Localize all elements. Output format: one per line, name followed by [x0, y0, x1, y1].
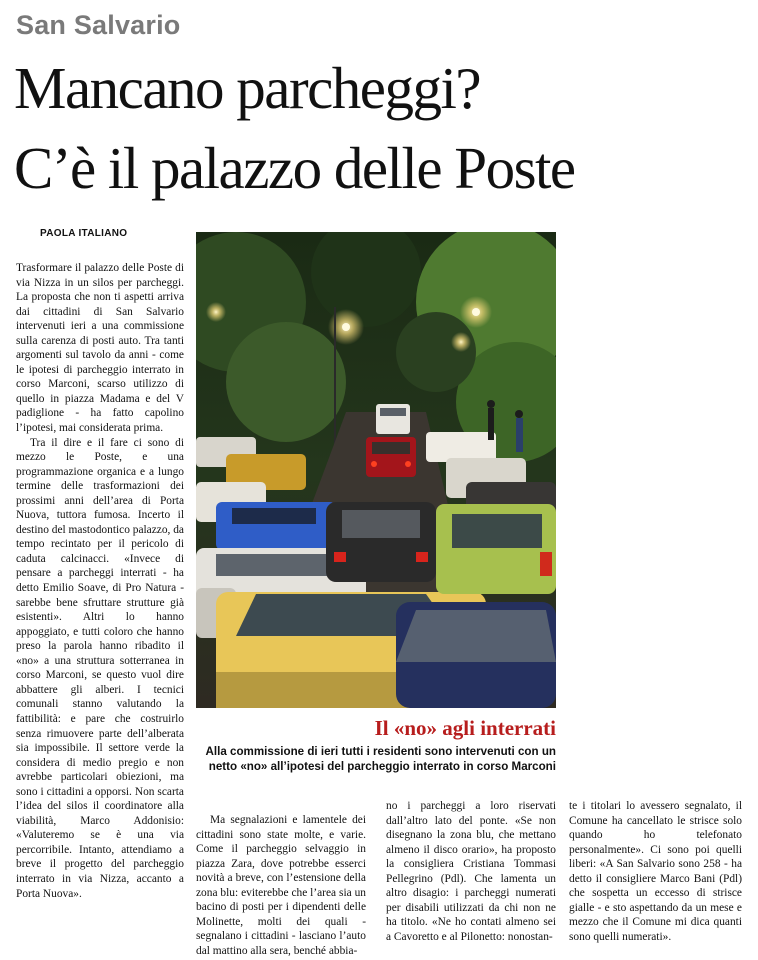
- byline: PAOLA ITALIANO: [40, 228, 128, 239]
- paragraph: Tra il dire e il fare ci sono di mezzo le Poste, e una programmazione organica e a lungo termine delle trasformazioni dei prossimi anni dell’area di Porta Nuova, tuttora fumosa. Incerto il destino del mastodontico palazzo, da tempo recintato per il pericolo di caduta calcinacci. «Invece di pensare a parcheggi interrati - ha detto Emilio Soave, di Pro Natura - sarebbe bene sfruttare strutture già esistenti». Altri lo hanno appoggiato, e tutti coloro che hanno preso la parola hanno ribadito il «no» a una struttura sotterranea in corso Marconi, se questo vuol dire abbattere gli alberi. I tecnici comunali stanno valutando la fattibilità: e pare che costruirlo senza rimuovere parte dell’alberata sia impossibile. Il settore verde la considera di medio pregio e non avrebbe particolari obiezioni, ma sono i cittadini a opporsi. Non scarta l’idea del silos il coordinatore alla viabilità, Marco Addonisio: «Valuteremo se è una via percorribile. Intanto, attendiamo a breve il progetto del parcheggio interrato in via Nizza, accanto a Porta Nuova».: [16, 436, 184, 900]
- photo-caption-title: Il «no» agli interrati: [374, 716, 556, 740]
- photo-illustration: [196, 232, 556, 708]
- article-column-3: [386, 799, 556, 944]
- headline-line-2: C’è il palazzo delle Poste: [14, 135, 575, 201]
- tree: [226, 322, 346, 442]
- paragraph: te i titolari lo avessero segnalato, il Comune ha cancellato le strisce solo quando ho telefonato personalmente». Ci sono poi quelli liberi: «A San Salvario sono 258 - ha detto il consigliere Marco Bani (Pdl) che sospetta un eccesso di strisce gialle - e sto aspettando da un mese e mezzo che il Comune mi dica quanti sono quelli numerati».: [569, 800, 742, 943]
- article-column-4: [569, 799, 742, 944]
- news-photo-street-parking: [196, 232, 556, 708]
- paragraph: no i parcheggi a loro riservati dall’altro lato del ponte. «Se non disegnano la zona blu, che mettano almeno il disco orario», ha proposto la consigliera Cristiana Tommasi Pellegrino (Pdl). Che lamenta un altro disagio: i parcheggi numerati per disabili utilizzati da chi non ne ha titolo. «Ne ho contati almeno sei a Cavoretto e al Pilonetto: nonostan-: [386, 800, 556, 943]
- article-column-1: [16, 261, 184, 901]
- headline-line-1: Mancano parcheggi?: [14, 55, 481, 121]
- paragraph: Trasformare il palazzo delle Poste di via Nizza in un silos per parcheggi. La proposta che non ti aspetti arriva dai cittadini di San Salvario intervenuti ieri a una commissione sulla carenza di posti auto. Tra tanti argomenti sul tavolo da anni - come le ipotesi di parcheggio interrato in corso Marconi, scarso utilizzo di quello in piazza Madama e del V padiglione - ha fatto capolino l’ipotesi, mai considerata prima.: [16, 262, 184, 435]
- photo-caption-text: [196, 744, 556, 774]
- photo-caption-line: netto «no» all’ipotesi del parcheggio interrato in corso Marconi: [208, 760, 556, 773]
- section-kicker: San Salvario: [16, 10, 181, 40]
- article-column-2: [196, 813, 366, 958]
- paragraph: Ma segnalazioni e lamentele dei cittadini sono state molte, e varie. Come il parcheggio selvaggio in piazza Zara, dove potrebbe esserci novità a breve, con l’estensione della zona blu: eviterebbe che l’area sia un bacino di posti per i dipendenti delle Molinette, molti dei quali - segnalano i cittadini - lasciano l’auto dal mattino alla sera, benché abbia-: [196, 814, 366, 957]
- photo-caption-line: Alla commissione di ieri tutti i residenti sono intervenuti con un: [205, 745, 556, 758]
- tree: [396, 312, 476, 392]
- car: [426, 432, 496, 462]
